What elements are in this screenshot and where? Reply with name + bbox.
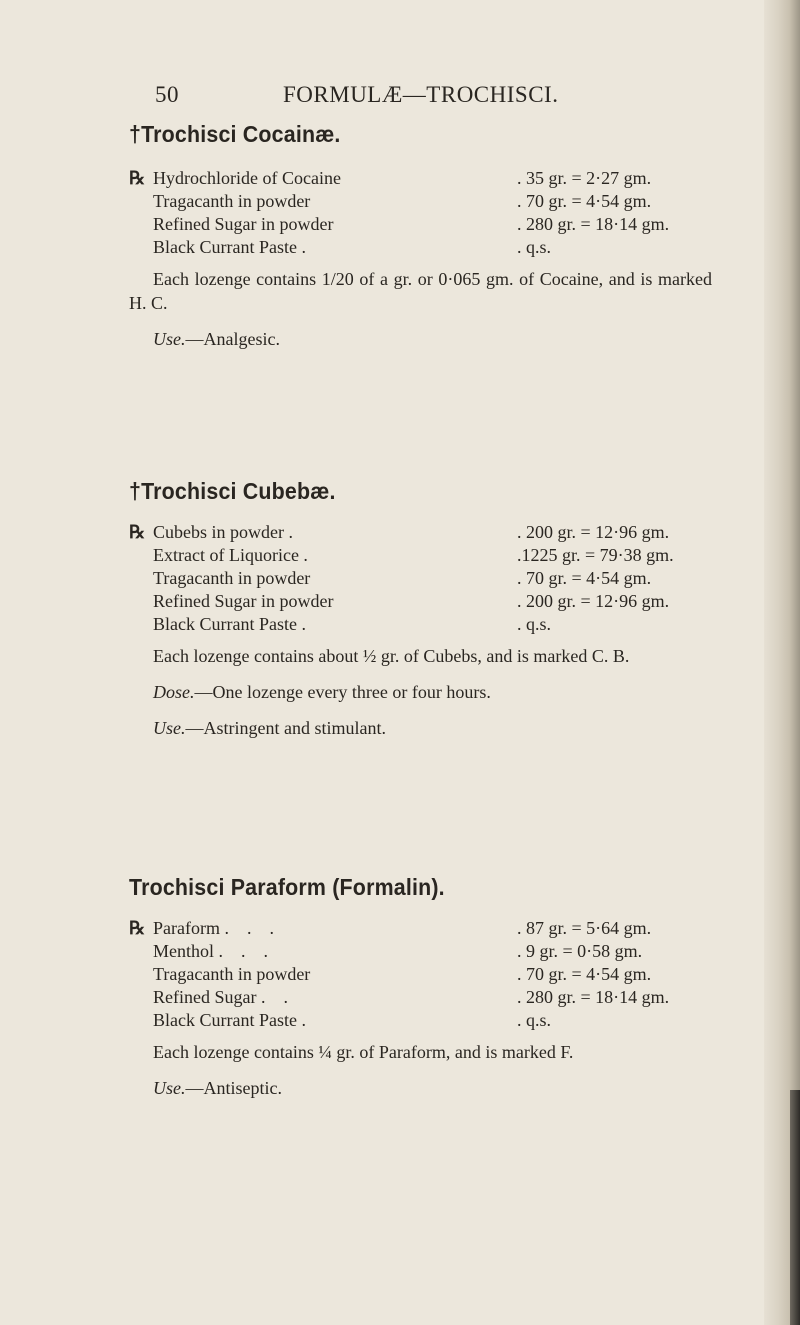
ingredient-name: Black Currant Paste . (153, 237, 306, 257)
ingredient-name: Paraform . . . (153, 918, 274, 938)
ingredient-quantity: . 35 gr. = 2·27 gm. (517, 168, 652, 188)
note-text: —One lozenge every three or four hours. (194, 682, 491, 702)
note-text: —Antiseptic. (185, 1078, 282, 1098)
ingredient-row (129, 167, 729, 190)
ingredient-quantity: . q.s. (517, 614, 552, 634)
ingredient-row (129, 940, 729, 963)
ingredient-quantity: . 200 gr. = 12·96 gm. (517, 522, 670, 542)
ingredient-name: Cubebs in powder . (153, 522, 293, 542)
ingredient-row (129, 521, 729, 544)
ingredient-name: Refined Sugar in powder (153, 214, 334, 234)
ingredient-row (129, 986, 729, 1009)
use-note (153, 327, 729, 351)
recipe-symbol: ℞ (129, 168, 146, 188)
ingredient-quantity: .1225 gr. = 79·38 gm. (517, 545, 674, 565)
ingredient-row (129, 567, 729, 590)
ingredient-name: Extract of Liquorice . (153, 545, 308, 565)
ingredient-name: Hydrochloride of Cocaine (153, 168, 341, 188)
ingredient-name: Tragacanth in powder (153, 191, 311, 211)
ingredient-name: Menthol . . . (153, 941, 268, 961)
use-note (153, 716, 729, 740)
ingredient-row (129, 1009, 729, 1032)
note-text: —Analgesic. (185, 329, 280, 349)
ingredient-name: Tragacanth in powder (153, 568, 311, 588)
section-trochisci-cocainae (129, 120, 729, 351)
ingredient-quantity: . 70 gr. = 4·54 gm. (517, 191, 652, 211)
section-title: †Trochisci Cocainæ. (129, 121, 341, 147)
ingredient-quantity: . 87 gr. = 5·64 gm. (517, 918, 652, 938)
ingredient-row (129, 590, 729, 613)
ingredient-row (129, 236, 729, 259)
note-label: Use. (153, 718, 186, 738)
ingredient-list (129, 521, 729, 636)
ingredient-row (129, 917, 729, 940)
ingredient-name: Refined Sugar . . (153, 987, 288, 1007)
ingredient-name: Black Currant Paste . (153, 1010, 306, 1030)
ingredient-name: Tragacanth in powder (153, 964, 311, 984)
ingredient-quantity: . 70 gr. = 4·54 gm. (517, 568, 652, 588)
note-label: Use. (153, 329, 186, 349)
ingredient-quantity: . 280 gr. = 18·14 gm. (517, 214, 670, 234)
ingredient-row (129, 544, 729, 567)
section-trochisci-cubebae (129, 477, 729, 740)
ingredient-quantity: . q.s. (517, 237, 552, 257)
section-trochisci-paraform (129, 873, 729, 1100)
ingredient-quantity: . q.s. (517, 1010, 552, 1030)
note-label: Use. (153, 1078, 186, 1098)
ingredient-list (129, 167, 729, 259)
dose-note (153, 680, 729, 704)
ingredient-row (129, 613, 729, 636)
ingredient-list (129, 917, 729, 1032)
ingredient-row (129, 213, 729, 236)
ingredient-quantity: . 200 gr. = 12·96 gm. (517, 591, 670, 611)
ingredient-row (129, 963, 729, 986)
lozenge-description: Each lozenge contains about ½ gr. of Cubebs, and is marked C. B. (153, 646, 630, 666)
ingredient-quantity: . 9 gr. = 0·58 gm. (517, 941, 643, 961)
section-title: †Trochisci Cubebæ. (129, 478, 336, 504)
ingredient-quantity: . 280 gr. = 18·14 gm. (517, 987, 670, 1007)
note-text: —Astringent and stimulant. (185, 718, 386, 738)
lozenge-description: Each lozenge contains 1/20 of a gr. or 0·065 gm. of Cocaine, and is marked H. C. (129, 269, 712, 313)
recipe-symbol: ℞ (129, 918, 146, 938)
page-edge-shadow (764, 0, 800, 1325)
binding-shadow (790, 1090, 800, 1325)
lozenge-description: Each lozenge contains ¼ gr. of Paraform, and is marked F. (153, 1042, 574, 1062)
recipe-symbol: ℞ (129, 522, 146, 542)
ingredient-row (129, 190, 729, 213)
running-head-title: FORMULÆ—TROCHISCI. (283, 82, 559, 107)
page-number: 50 (155, 82, 179, 107)
use-note (153, 1076, 729, 1100)
note-label: Dose. (153, 682, 195, 702)
section-title: Trochisci Paraform (Formalin). (129, 874, 445, 900)
ingredient-name: Black Currant Paste . (153, 614, 306, 634)
ingredient-name: Refined Sugar in powder (153, 591, 334, 611)
ingredient-quantity: . 70 gr. = 4·54 gm. (517, 964, 652, 984)
